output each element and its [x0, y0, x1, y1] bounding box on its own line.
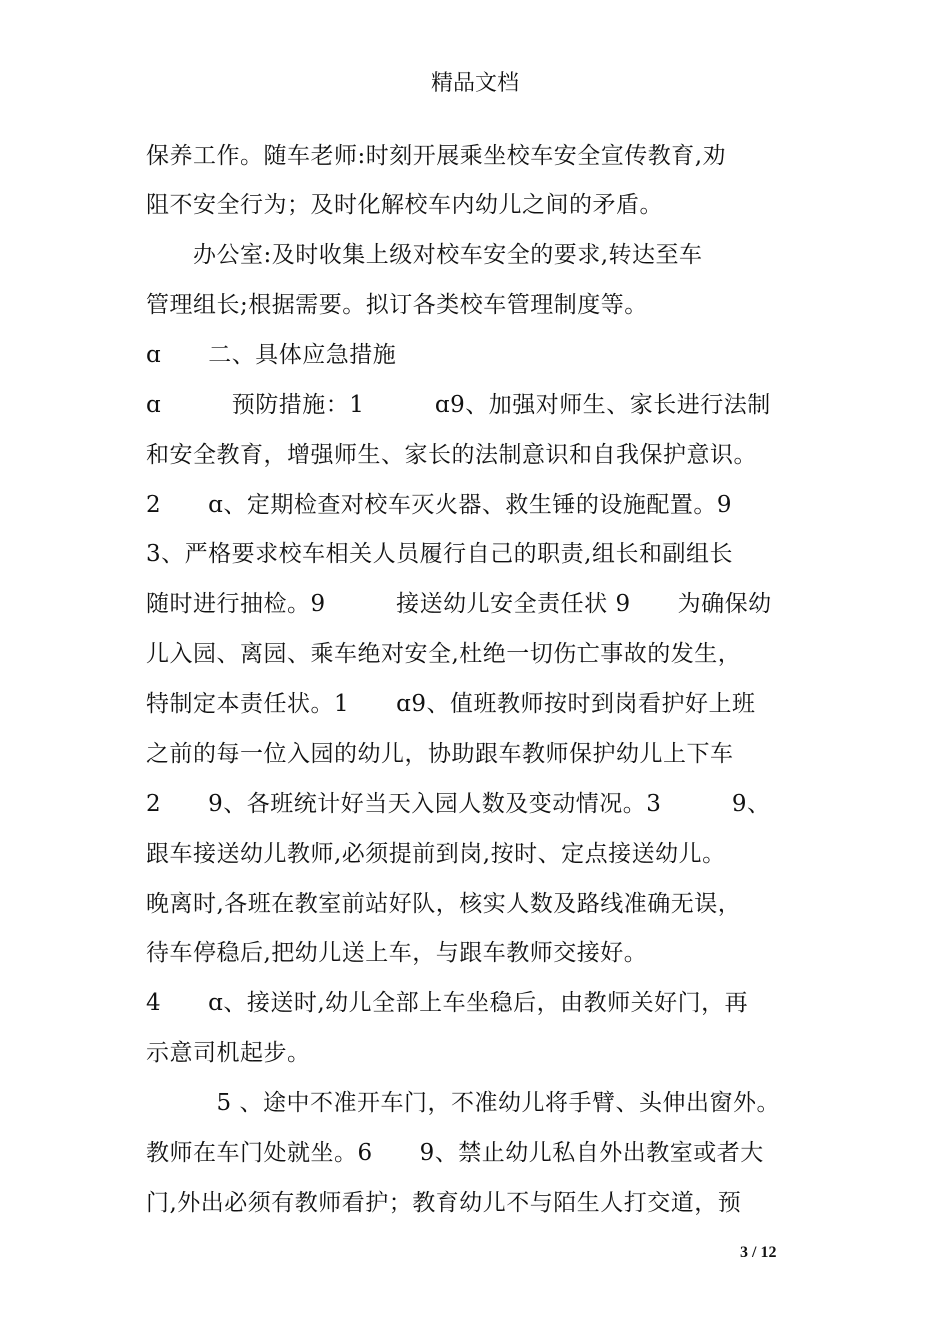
body-line: 待车停稳后,把幼儿送上车，与跟车教师交接好。 — [146, 940, 648, 966]
body-line: 示意司机起步。 — [146, 1040, 311, 1066]
body-line: 5 、途中不准开车门，不准幼儿将手臂、头伸出窗外。 — [146, 1090, 780, 1116]
body-line: 门,外出必须有教师看护；教育幼儿不与陌生人打交道，预 — [146, 1190, 742, 1216]
body-line: 晚离时,各班在教室前站好队，核实人数及路线准确无误， — [146, 891, 742, 917]
body-line: 特制定本责任状。1 ɑ9、值班教师按时到岗看护好上班 — [146, 691, 756, 717]
body-line: ɑ 二、具体应急措施 — [146, 342, 397, 368]
body-line: 2 9、各班统计好当天入园人数及变动情况。3 9、 — [146, 791, 771, 817]
body-line: 儿入园、离园、乘车绝对安全,杜绝一切伤亡事故的发生， — [146, 641, 742, 667]
body-line: 2 ɑ、定期检查对校车灭火器、救生锤的设施配置。9 — [146, 492, 732, 518]
body-line: 跟车接送幼儿教师,必须提前到岗,按时、定点接送幼儿。 — [146, 841, 726, 867]
page-header-title: 精品文档 — [430, 71, 519, 96]
body-line: 管理组长;根据需要。拟订各类校车管理制度等。 — [146, 292, 648, 318]
body-line: 之前的每一位入园的幼儿，协助跟车教师保护幼儿上下车 — [146, 741, 734, 767]
body-line: 和安全教育，增强师生、家长的法制意识和自我保护意识。 — [146, 442, 757, 468]
body-line: 3、严格要求校车相关人员履行自己的职责,组长和副组长 — [146, 541, 733, 567]
body-line: 随时进行抽检。9 接送幼儿安全责任状 9 为确保幼 — [146, 591, 772, 617]
body-line: 保养工作。随车老师:时刻开展乘坐校车安全宣传教育,劝 — [146, 143, 727, 169]
page-number: 3 / 12 — [740, 1244, 777, 1261]
body-line: 办公室:及时收集上级对校车安全的要求,转达至车 — [146, 242, 703, 268]
body-line: 阻不安全行为；及时化解校车内幼儿之间的矛盾。 — [146, 192, 663, 218]
body-line: 教师在车门处就坐。6 9、禁止幼儿私自外出教室或者大 — [146, 1140, 764, 1166]
body-line: 4 ɑ、接送时,幼儿全部上车坐稳后，由教师关好门，再 — [146, 990, 749, 1016]
body-line: ɑ 预防措施：1 ɑ9、加强对师生、家长进行法制 — [146, 392, 771, 418]
